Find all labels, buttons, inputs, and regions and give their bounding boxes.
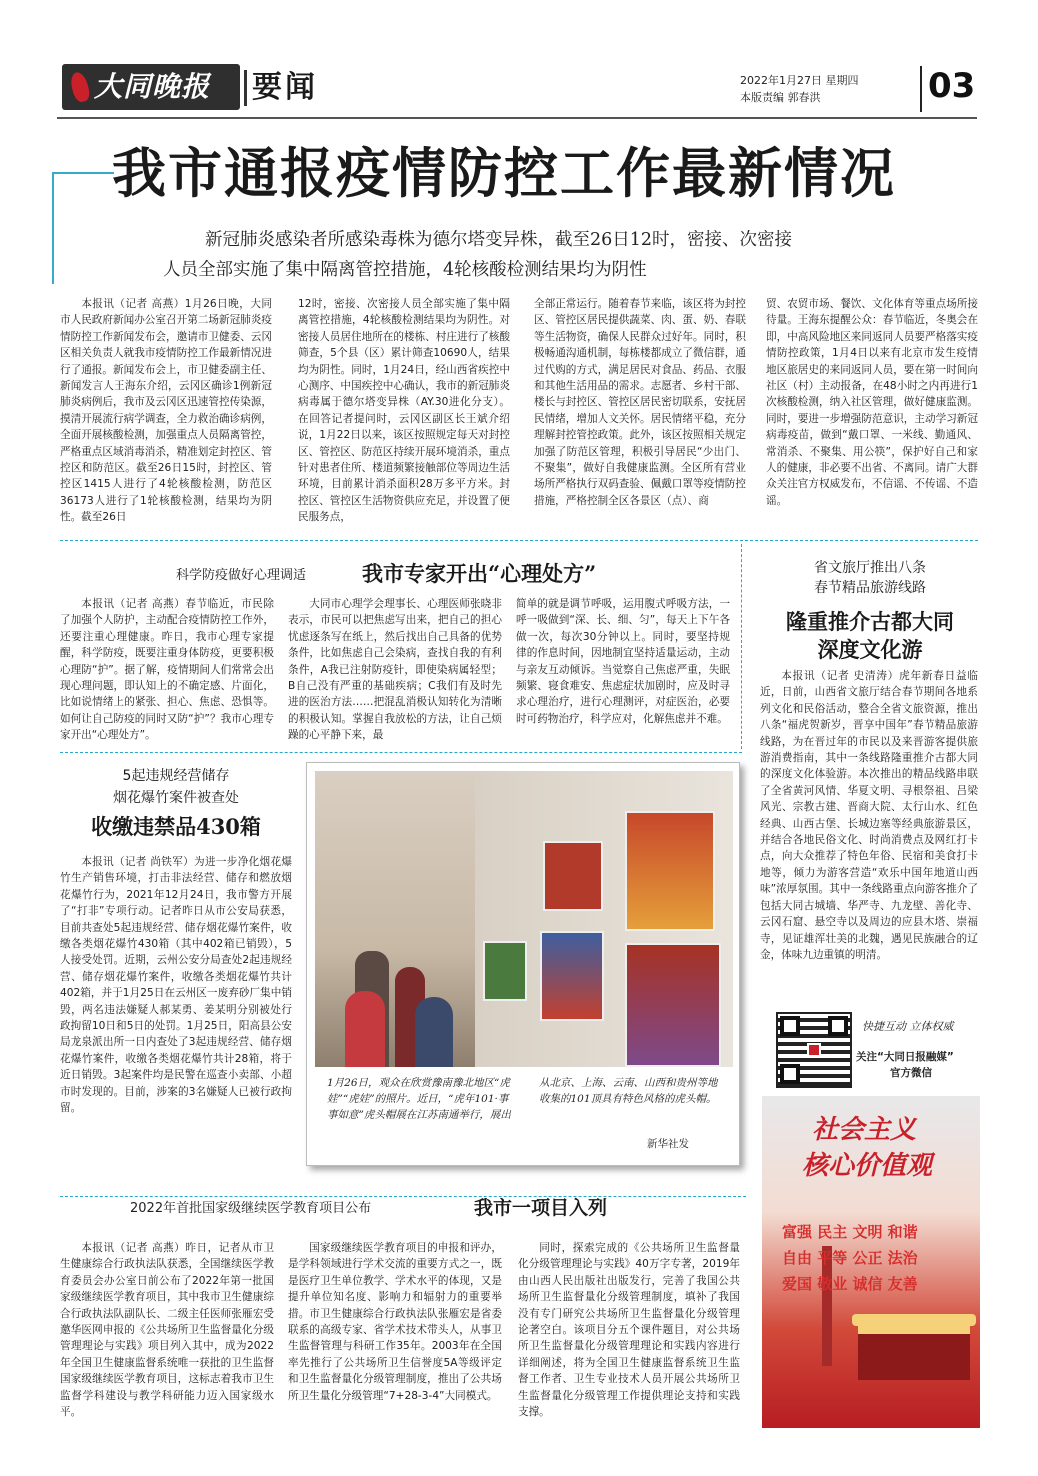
- tobacco-kicker-1: 5起违规经营储存: [122, 768, 230, 784]
- edu-top-rule: [60, 1196, 746, 1197]
- qr-center-logo: [807, 1043, 821, 1057]
- lead-col-3: [534, 296, 746, 528]
- photo-caption: 1月26日，观众在欣赏豫南豫北地区“虎娃”“虎娃”的照片。近日，“虎年101·事事如意”虎头帽展在江苏南通举行，展出从北京、上海、云南、山西和贵州等地收集的101顶具有特色风格的虎头帽。: [327, 1077, 718, 1121]
- psych-bottom-rule: [60, 752, 742, 753]
- psych-right-rule: [741, 544, 742, 749]
- tourism-kicker-1: 省文旅厅推出八条: [814, 560, 926, 576]
- lead-frame-left: [52, 172, 54, 284]
- tobacco-body-text: 本报讯（记者 尚铁军）为进一步净化烟花爆竹生产销售环境，打击非法经营、储存和燃放烟花爆竹行为，2021年12月24日，我市警方开展了“打非”专项行动。记者昨日从市公安局获悉，目前共查处5起违规经营、储存烟花爆竹案件，收缴各类烟花爆竹430箱（其中402箱已销毁），5人接受处罚。近期，云州公安分局查处2起违规经营、储存烟花爆竹案件，收缴各类烟花爆竹共计402箱，并于1月25日在云州区一废弃砂厂集中销毁，两名违法嫌疑人郝某勇、姜某明分别被处行政拘留10日和5日的处罚。1月25日，阳高县公安局龙泉派出所一日内查处了3起违规经营、储存烟花爆竹案件，收缴各类烟花爆竹共计28箱，将于近日销毁。3起案件均是民警在巡查小卖部、小超市时发现的。目前，涉案的3名嫌疑人已被行政拘留。: [60, 856, 292, 1115]
- photo-credit: 新华社发: [647, 1138, 689, 1150]
- core-values-ad: [762, 1096, 980, 1428]
- edu-headline: 我市一项目入列: [474, 1197, 608, 1219]
- psych-col-2-text: 大同市心理学会理事长、心理医师张晓非表示，市民可以把焦虑写出来，把自己的担心忧虑逐条写在纸上，然后找出自己具备的优势条件，比如焦虑自己会染病，查找自我的有利条件，A我已注射防疫针，即使染病属轻型；B自己没有严重的基础疾病；C我们有及时先进的医治方法……把混乱消极认知转化为清晰的积极认知。掌握自我放松的方法，让自己烦躁的心平静下来，最: [288, 598, 502, 742]
- tourism-headline-1: 隆重推介古都大同: [786, 609, 954, 634]
- tobacco-kicker-2: 烟花爆竹案件被查处: [113, 790, 239, 806]
- lead-col-4: [766, 296, 978, 528]
- tourism-kicker-2: 春节精品旅游线路: [814, 580, 926, 596]
- ad-title-1: 社会主义: [812, 1115, 917, 1145]
- section-name: 要闻: [252, 70, 318, 105]
- masthead: [52, 60, 982, 116]
- ad-values-row2: 自由 平等 公正 法治: [782, 1249, 918, 1267]
- photo-visitor-3: [345, 991, 385, 1067]
- qr-corner-bl: [780, 1064, 800, 1084]
- tobacco-headline: 收缴违禁品430箱: [91, 814, 261, 839]
- tobacco-body: [60, 854, 292, 1184]
- lead-col-1-text: 本报讯（记者 高燕）1月26日晚，大同市人民政府新闻办公室召开第二场新冠肺炎疫情防控工作新闻发布会，邀请市卫健委、云冈区相关负责人就我市疫情防控工作最新情况进行了通报。新闻发布会上，市卫健委副主任、新闻发言人王海东介绍，云冈区确诊1例新冠肺炎病例后，我市及云冈区迅速管控传染源，摸清开展流行病学调查，全力救治确诊病例，全面开展核酸检测，加强重点人员隔离管控，严格重点区域消毒消杀，精准划定封控区、管控区和防范区。截至26日15时，封控区、管控区1415人进行了4轮核酸检测，防范区36173人进行了1轮核酸检测，结果均为阴性。截至26日: [60, 298, 272, 524]
- exhibition-photo: [315, 771, 733, 1067]
- edu-col-3-text: 同时，探索完成的《公共场所卫生监督量化分级管理理论与实践》40万字专著，2019年由山西人民出版社出版发行，完善了我国公共场所卫生监督量化分级管理制度，填补了我国没有专门研究公共场所卫生监督量化分级管理论著空白。该项目分五个课件题目，对公共场所卫生监督量化分级管理理论和实践内容进行详细阐述，将为全国卫生健康监督系统卫生监督工作者、卫生专业技术人员开展公共场所卫生监督量化分级管理工作提供理论支持和实践支撑。: [518, 1242, 740, 1419]
- photo-frame-3: [540, 931, 604, 1021]
- qr-code[interactable]: [776, 1012, 852, 1088]
- masthead-editor: 本版责编 郭春洪: [740, 91, 821, 104]
- lead-divider: [60, 540, 978, 541]
- lead-deck-line1: 新冠肺炎感染者所感染毒株为德尔塔变异株，截至26日12时，密接、次密接: [205, 230, 793, 250]
- lead-frame-top: [52, 172, 114, 174]
- edu-kicker: 2022年首批国家级继续医学教育项目公布: [130, 1201, 372, 1216]
- logo-text: 大同晚报: [94, 70, 211, 103]
- edu-col-1: [60, 1240, 274, 1426]
- tourism-body: [760, 668, 978, 1012]
- photo-visitor-4: [415, 997, 453, 1067]
- psych-col-2: [288, 596, 502, 746]
- ad-gate-building: [858, 1324, 970, 1380]
- qr-corner-tr: [828, 1016, 848, 1036]
- lead-col-3-text: 全部正常运行。随着春节来临，该区将为封控区、管控区居民提供蔬菜、肉、蛋、奶、春联等生活物资，确保人民群众过好年。同时，积极畅通沟通机制，每栋楼都成立了微信群，通过代购的方式，满足居民对食品、药品、衣服和其他生活用品的需求。志愿者、乡村干部、楼长与封控区、管控区居民密切联系，安抚居民情绪，增加人文关怀。居民情绪平稳，充分理解封控管控政策。此外，该区按照相关规定加强了防范区管理，积极引导居民“少出门、不聚集”，做好自我健康监测。全区所有营业场所严格执行双码查验、佩戴口罩等疫情防控措施，严格控制全区各景区（点）、商: [534, 298, 746, 507]
- masthead-underline: [57, 117, 977, 119]
- tourism-body-text: 本报讯（记者 史清涛）虎年新春日益临近，日前，山西省文旅厅结合春节期间各地系列文化和民俗活动，整合全省文旅资源，推出八条“福虎贺新岁，晋享中国年”春节精品旅游线路，为在晋过年的市民以及来晋游客提供旅游消费指南，其中一条线路隆重推介古都大同的深度文化体验游。本次推出的精品线路串联了全省黄河风情、华夏文明、寻根祭祖、吕梁风光、宗教古建、晋商大院、太行山水、红色经典、山西古堡、长城边塞等经典旅游景区，并结合各地民俗文化、时尚消费点及网红打卡点，向大众推荐了特色年俗、民宿和美食打卡地等，倾力为游客营造“欢乐中国年地道山西味”浓厚氛围。其中一条线路重点向游客推介了包括大同古城墙、华严寺、九龙壁、善化寺、云冈石窟、悬空寺以及周边的应县木塔、崇福寺，见证雄浑壮美的北魏，遇见民族融合的辽金，体味九边重镇的明清。: [760, 670, 978, 961]
- edu-col-2: [288, 1240, 502, 1426]
- masthead-divider: [920, 66, 922, 112]
- psych-col-1-text: 本报讯（记者 高燕）春节临近，市民除了加强个人防护，主动配合疫情防控工作外，还要注重心理健康。昨日，我市心理专家提醒，科学防疫，既要注重身体防疫，更要积极心理防“护”。据了解，疫情期间人们常常会出现心理问题，即认知上的不确定感、片面化，比如说情绪上的紧张、担心、焦虑、恐惧等。如何让自己防疫的同时又防“护”？我市心理专家开出“心理处方”。: [60, 598, 274, 742]
- psych-kicker: 科学防疫做好心理调适: [176, 568, 307, 583]
- qr-follow-1: 关注“大同日报融媒”: [856, 1051, 954, 1063]
- qr-corner-tl: [780, 1016, 800, 1036]
- psych-col-3-text: 简单的就是调节呼吸，运用腹式呼吸方法，一呼一吸做到“深、长、细、匀”，每天上下午各做一次，每次30分钟以上。同时，要坚持规律的作息时间，因地制宜坚持适量运动，主动与亲友互动倾诉。当觉察自己焦虑严重，失眠频繁、寝食难安、焦虑症状加剧时，应及时寻求心理治疗，进行心理测评，对症医治，必要时可药物治疗，科学应对，化解焦虑并不难。: [516, 598, 730, 725]
- photo-frame-1: [543, 841, 603, 911]
- photo-frame: [306, 762, 740, 1166]
- lead-deck-line2: 人员全部实施了集中隔离管控措施，4轮核酸检测结果均为阴性: [163, 260, 647, 280]
- masthead-rule: [244, 70, 247, 106]
- logo-flame-icon: [68, 70, 91, 103]
- ad-gate-roof: [852, 1314, 976, 1326]
- qr-follow-2: 官方微信: [890, 1067, 932, 1079]
- photo-frame-5: [483, 941, 527, 1001]
- photo-frame-2: [625, 811, 715, 931]
- psych-col-1: [60, 596, 274, 746]
- lead-col-2-text: 12时，密接、次密接人员全部实施了集中隔离管控措施，4轮核酸检测结果均为阴性。对密接人员居住地所在的楼栋、村庄进行了核酸筛查，5个县（区）累计筛查10690人，结果均为阴性。同时，1月24日，经山西省疾控中心测序、中国疾控中心确认，我市的新冠肺炎病毒属于德尔塔变异株（AY.30进化分支）。在回答记者提问时，云冈区副区长王斌介绍说，1月22日以来，该区按照规定每天对封控区、管控区、防范区持续开展环境消杀，重点针对患者住所、楼道频繁接触部位等周边生活环境，目前累计消杀面积28万多平方米。封控区、管控区生活物资供应充足，并设置了便民服务点，: [298, 298, 510, 524]
- ad-values-row3: 爱国 敬业 诚信 友善: [782, 1275, 918, 1293]
- edu-col-3: [518, 1240, 740, 1426]
- ad-title-2: 核心价值观: [802, 1151, 933, 1181]
- psych-col-3: [516, 596, 730, 746]
- page-number: 03: [928, 66, 976, 106]
- ad-values-row1: 富强 民主 文明 和谐: [782, 1223, 918, 1241]
- lead-col-1: [60, 296, 272, 528]
- edu-col-2-text: 国家级继续医学教育项目的申报和评办，是学科领域进行学术交流的重要方式之一，既是医疗卫生单位教学、学术水平的体现，又是提升单位知名度、影响力和辐射力的重要举措。市卫生健康综合行政执法队张雁宏是省委联系的高级专家、省学术技术带头人，从事卫生监督管理与科研工作35年。2003年在全国率先推行了公共场所卫生信誉度5A等级评定和卫生监督量化分级管理制度，推出了公共场所卫生量化分级管理“7+28-3-4”大同模式。: [288, 1242, 502, 1402]
- masthead-date: 2022年1月27日 星期四: [740, 74, 859, 87]
- masthead-logo: [62, 64, 240, 110]
- qr-slogan: 快捷互动 立体权威: [862, 1020, 954, 1033]
- photo-frame-4: [625, 943, 721, 1067]
- lead-col-2: [298, 296, 510, 528]
- psych-headline: 我市专家开出“心理处方”: [362, 561, 597, 586]
- lead-headline: 我市通报疫情防控工作最新情况: [112, 141, 896, 205]
- lead-col-4-text: 贸、农贸市场、餐饮、文化体育等重点场所接待量。王海东提醒公众：春节临近，冬奥会在即，中高风险地区来同返同人员要严格落实疫情防控政策，1月4日以来有北京市发生疫情地区旅居史的来同返同人员，要在第一时间向社区（村）主动报备，在48小时之内再进行1次核酸检测，纳入社区管理，做好健康监测。同时，要进一步增强防范意识，主动学习新冠病毒疫苗，做到“戴口罩、一米线、勤通风、常消杀、不聚集、用公筷”，保护好自己和家人的健康，非必要不出省、不离同。请广大群众关注官方权威发布，不信谣、不传谣、不造谣。: [766, 298, 978, 507]
- tourism-headline-2: 深度文化游: [817, 637, 923, 662]
- edu-col-1-text: 本报讯（记者 高燕）昨日，记者从市卫生健康综合行政执法队获悉，全国继续医学教育委员会办公室日前公布了2022年第一批国家级继续医学教育项目，其中我市卫生健康综合行政执法队副队长、二级主任医师张雁宏受邀华医网申报的《公共场所卫生监督量化分级管理理论与实践》项目列入其中，成为2022年全国卫生健康监督系统唯一获批的卫生监督国家级继续医学教育项目，这标志着我市卫生监督学科建设与教学科研能力迈入国家级水平。: [60, 1242, 274, 1419]
